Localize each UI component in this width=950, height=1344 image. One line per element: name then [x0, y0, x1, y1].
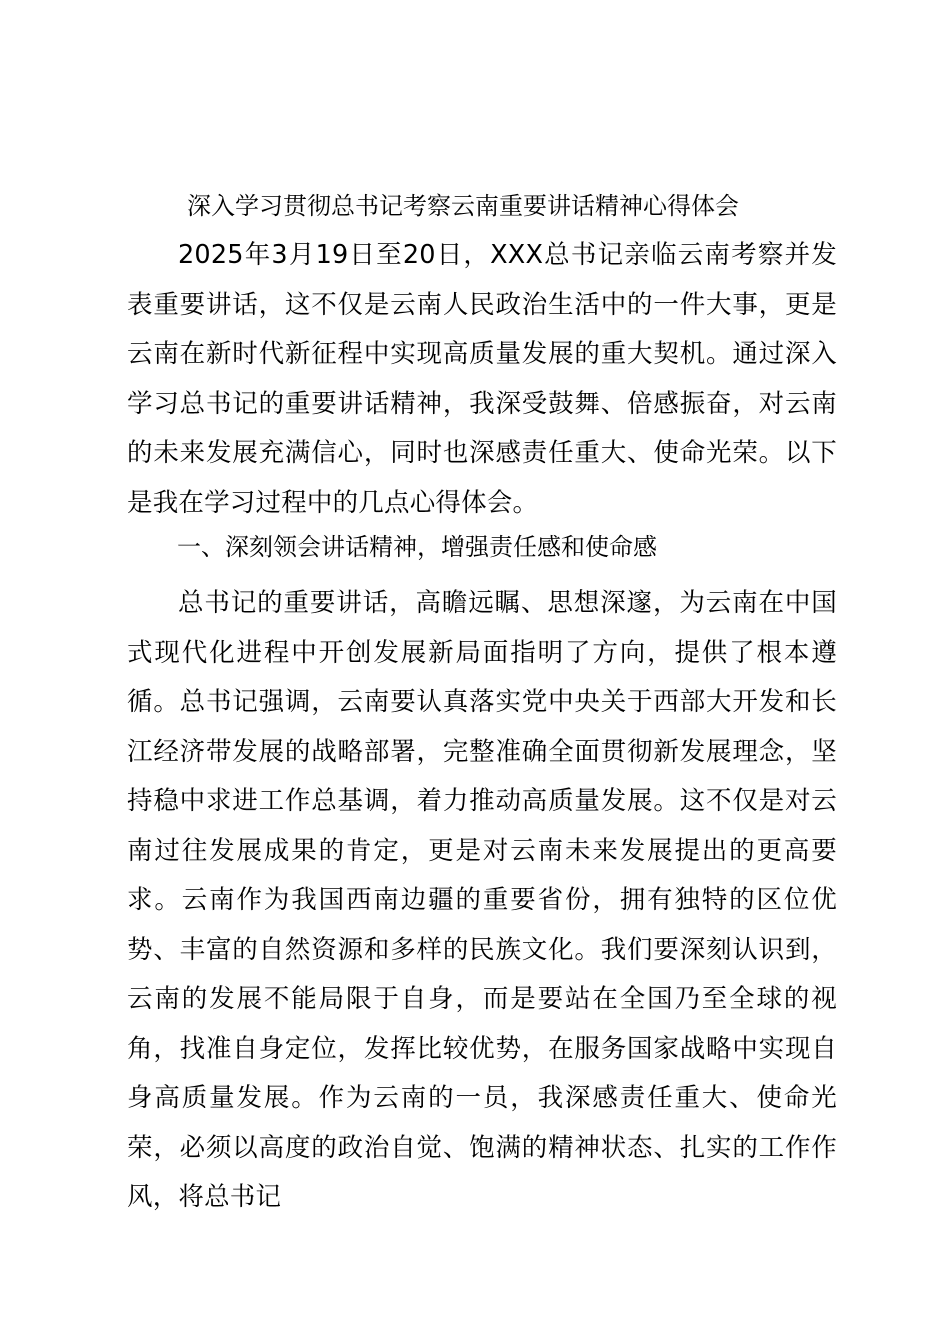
document-title: 深入学习贯彻总书记考察云南重要讲话精神心得体会 [187, 192, 739, 220]
section-heading: 一、深刻领会讲话精神，增强责任感和使命感 [177, 533, 657, 561]
paragraph-section-1: 总书记的重要讲话，高瞻远瞩、思想深邃，为云南在中国式现代化进程中开创发展新局面指明了方向，提供了根本遵循。总书记强调，云南要认真落实党中央关于西部大开发和长江经济带发展的战略部署，完整准确全面贯彻新发展理念，坚持稳中求进工作总基调，着力推动高质量发展。这不仅是对云南过往发展成果的肯定，更是对云南未来发展提出的更高要求。云南作为我国西南边疆的重要省份，拥有独特的区位优势、丰富的自然资源和多样的民族文化。我们要深刻认识到，云南的发展不能局限于自身，而是要站在全国乃至全球的视角，找准自身定位，发挥比较优势，在服务国家战略中实现自身高质量发展。作为云南的一员，我深感责任重大、使命光荣，必须以高度的政治自觉、饱满的精神状态、扎实的工作作风，将总书记 [127, 588, 837, 1212]
paragraph-intro: 2025年3月19日至20日，XXX总书记亲临云南考察并发表重要讲话，这不仅是云南人民政治生活中的一件大事，更是云南在新时代新征程中实现高质量发展的重大契机。通过深入学习总书记的重要讲话精神，我深受鼓舞、倍感振奋，对云南的未来发展充满信心，同时也深感责任重大、使命光荣。以下是我在学习过程中的几点心得体会。 [127, 240, 837, 518]
